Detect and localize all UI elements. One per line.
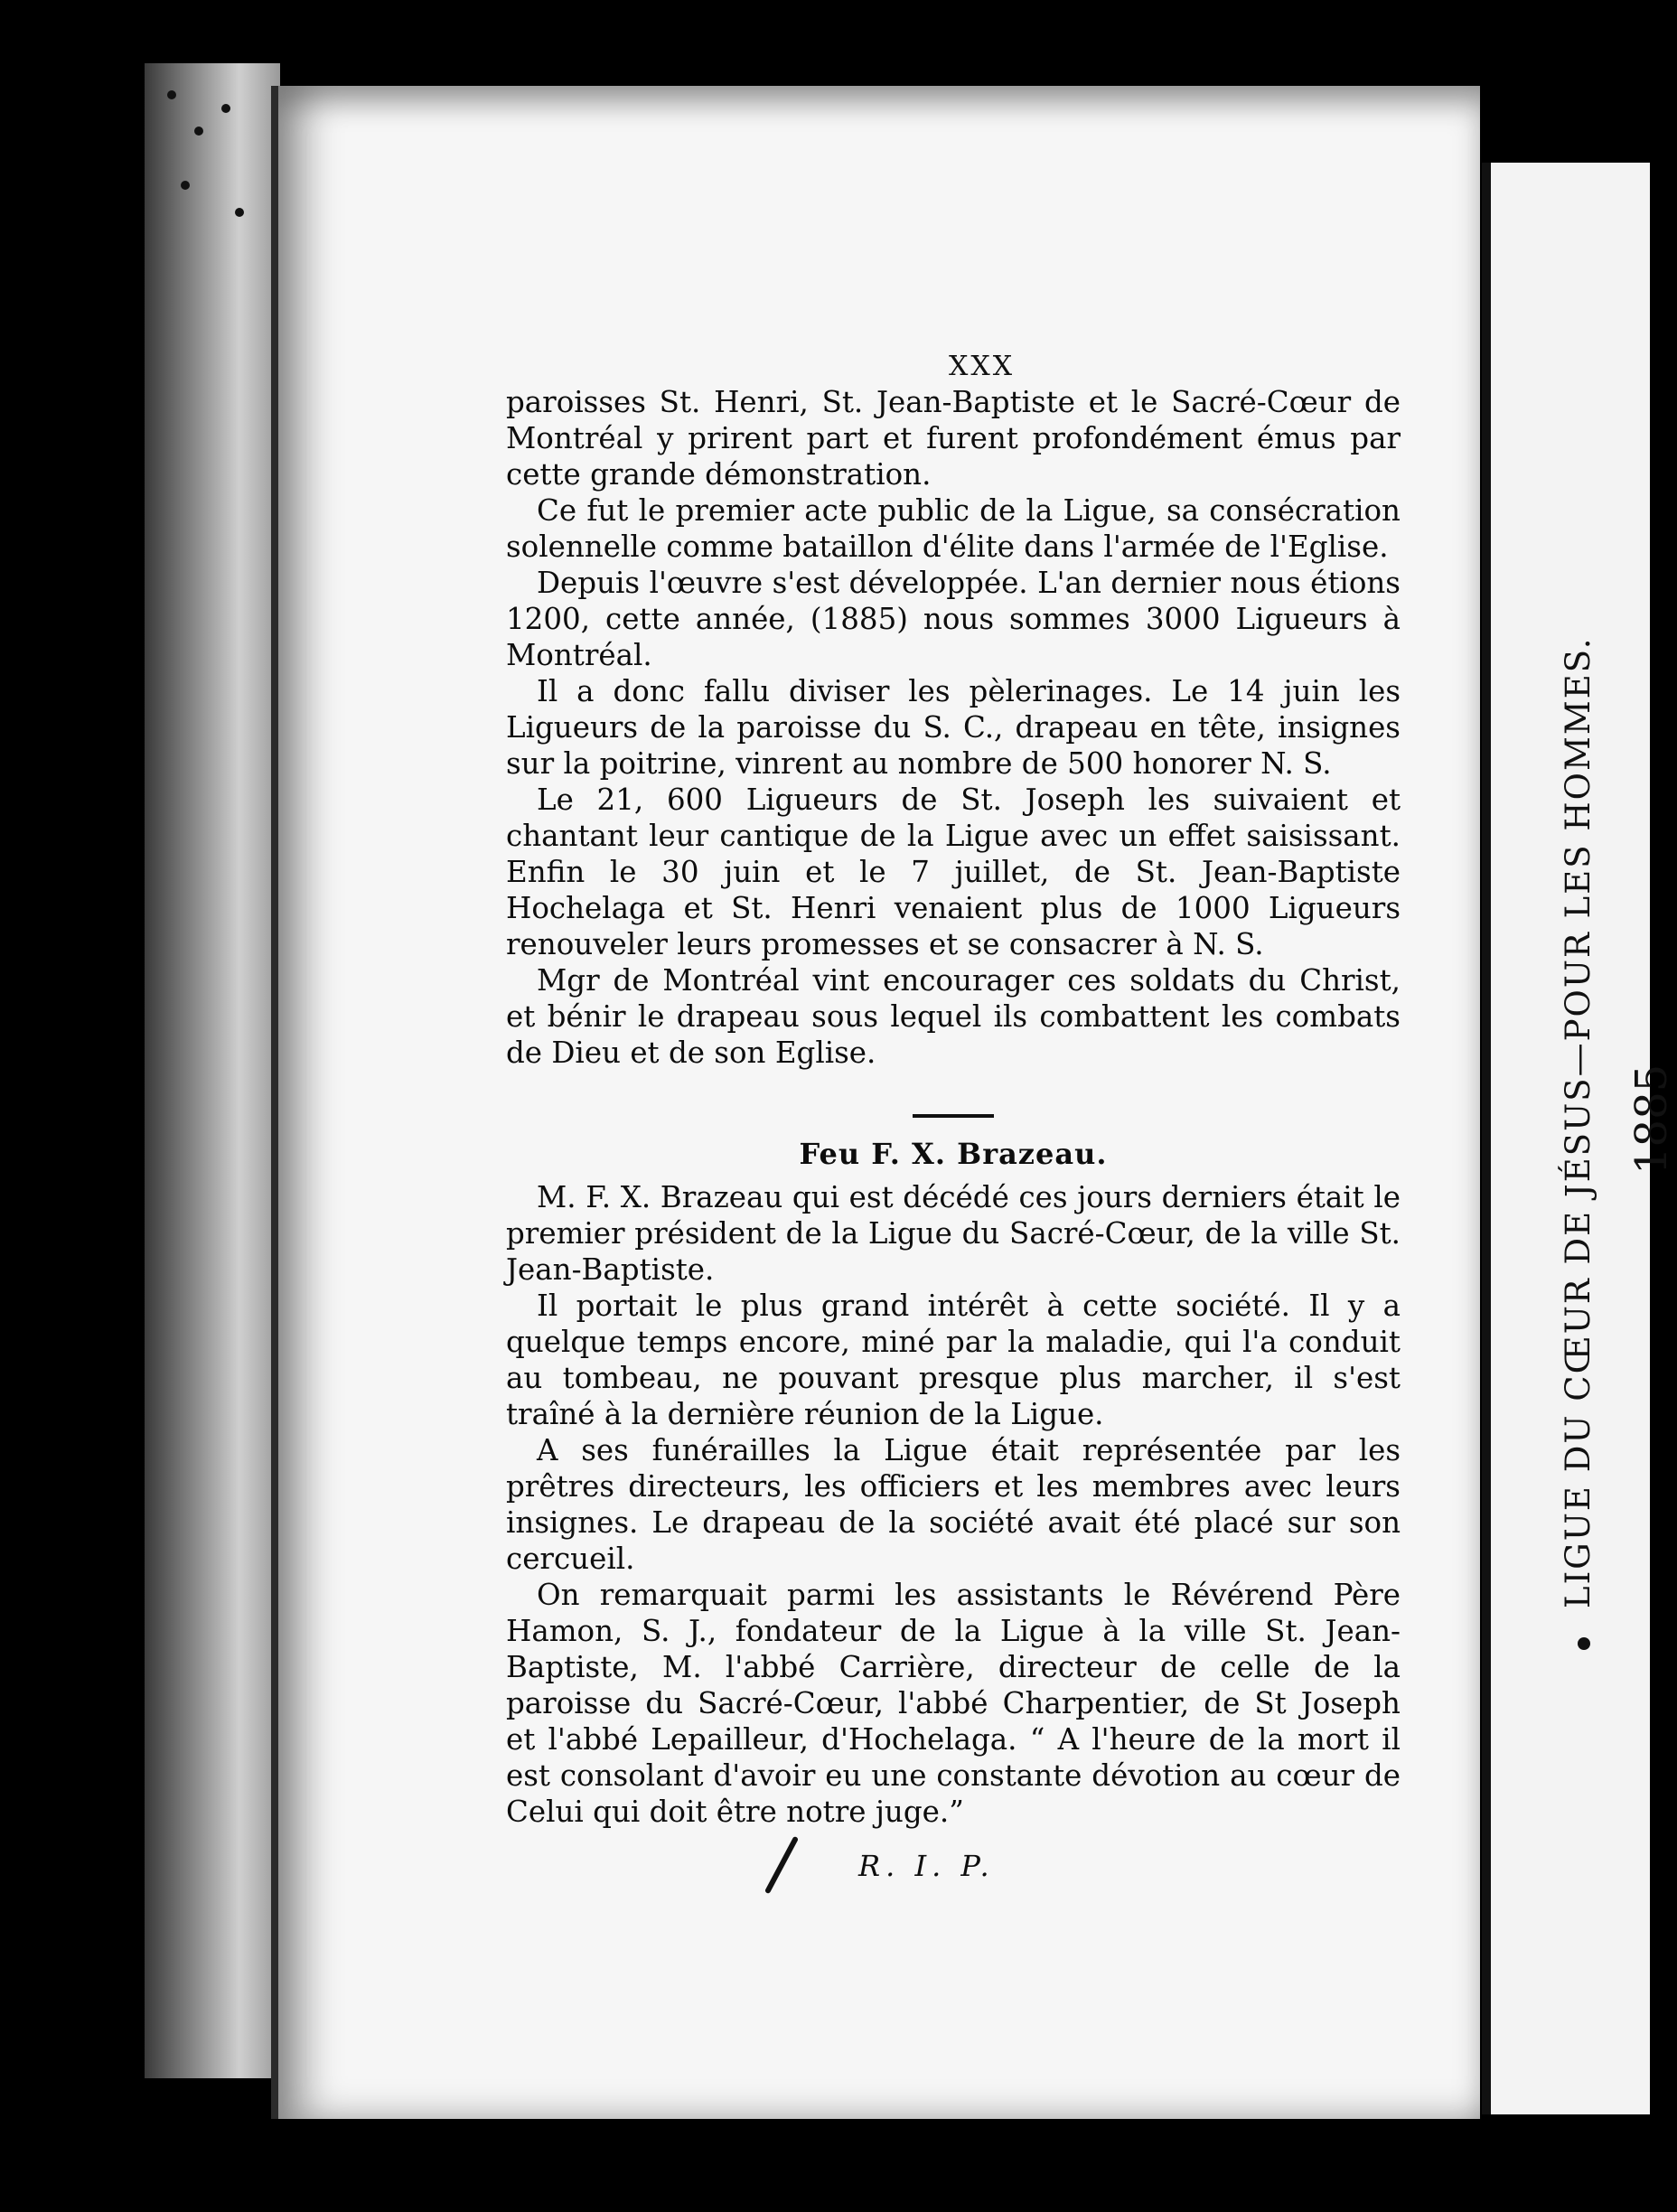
page-edge bbox=[145, 63, 280, 2078]
ink-specks bbox=[158, 72, 258, 253]
paragraph: M. F. X. Brazeau qui est décédé ces jours derniers était le premier président de la Ligue du Sacré-Cœur, de la ville St. Jean-Baptiste. bbox=[506, 1180, 1401, 1287]
pen-stroke bbox=[764, 1836, 799, 1895]
paragraph: Le 21, 600 Ligueurs de St. Joseph les suivaient et chantant leur cantique de la Ligue avec un effet saisissant. Enfin le 30 juin et le 7 juillet, de St. Jean-Baptiste Hochelaga et St. Henri venaient plus de 1000 Ligueurs renouveler leurs promesses et se consacrer à N. S. bbox=[506, 783, 1401, 961]
page-number: XXX bbox=[949, 351, 1016, 382]
section-heading: Feu F. X. Brazeau. bbox=[799, 1137, 1108, 1171]
paragraph: A ses funérailles la Ligue était représentée par les prêtres directeurs, les officiers et les membres avec leurs insignes. Le drapeau de la société avait été placé sur son cercueil. bbox=[506, 1433, 1401, 1576]
paragraph: Depuis l'œuvre s'est développée. L'an dernier nous étions 1200, cette année, (1885) nous sommes 3000 Ligueurs à Montréal. bbox=[506, 566, 1401, 672]
main-text bbox=[506, 348, 1401, 1904]
paragraph: Il portait le plus grand intérêt à cette société. Il y a quelque temps encore, miné par la maladie, qui l'a conduit au tombeau, ne pouvant presque plus marcher, il s'est traîné à la dernière réunion de la Ligue. bbox=[506, 1289, 1401, 1431]
paragraph: Ce fut le premier acte public de la Ligue, sa consécration solennelle comme bataillon d'élite dans l'armée de l'Eglise. bbox=[506, 493, 1401, 564]
closing-area bbox=[506, 1841, 1401, 1904]
running-year-vertical: 1885 bbox=[1626, 1064, 1677, 1175]
running-title-vertical: LIGUE DU CŒUR DE JÉSUS—POUR LES HOMMES. bbox=[1559, 636, 1597, 1608]
section-divider bbox=[913, 1114, 994, 1118]
bullet-mark bbox=[1578, 1637, 1590, 1650]
paragraph: Mgr de Montréal vint encourager ces soldats du Christ, et bénir le drapeau sous lequel ils combattent les combats de Dieu et de son Eglise. bbox=[506, 963, 1401, 1070]
paragraph: On remarquait parmi les assistants le Révérend Père Hamon, S. J., fondateur de la Ligue à la ville St. Jean-Baptiste, M. l'abbé Carrière, directeur de celle de la paroisse du Sacré-Cœur, l'abbé Charpentier, de St Joseph et l'abbé Lepailleur, d'Hochelaga. “ A l'heure de la mort il est consolant d'avoir eu une constante dévotion au cœur de Celui qui doit être notre juge.” bbox=[506, 1578, 1401, 1829]
closing-rip: R. I. P. bbox=[858, 1849, 995, 1883]
paragraph: paroisses St. Henri, St. Jean-Baptiste et le Sacré-Cœur de Montréal y prirent part et furent profondément émus par cette grande démonstration. bbox=[506, 385, 1401, 492]
paragraph: Il a donc fallu diviser les pèlerinages. Le 14 juin les Ligueurs de la paroisse du S. C., drapeau en tête, insignes sur la poitrine, vinrent au nombre de 500 honorer N. S. bbox=[506, 674, 1401, 781]
